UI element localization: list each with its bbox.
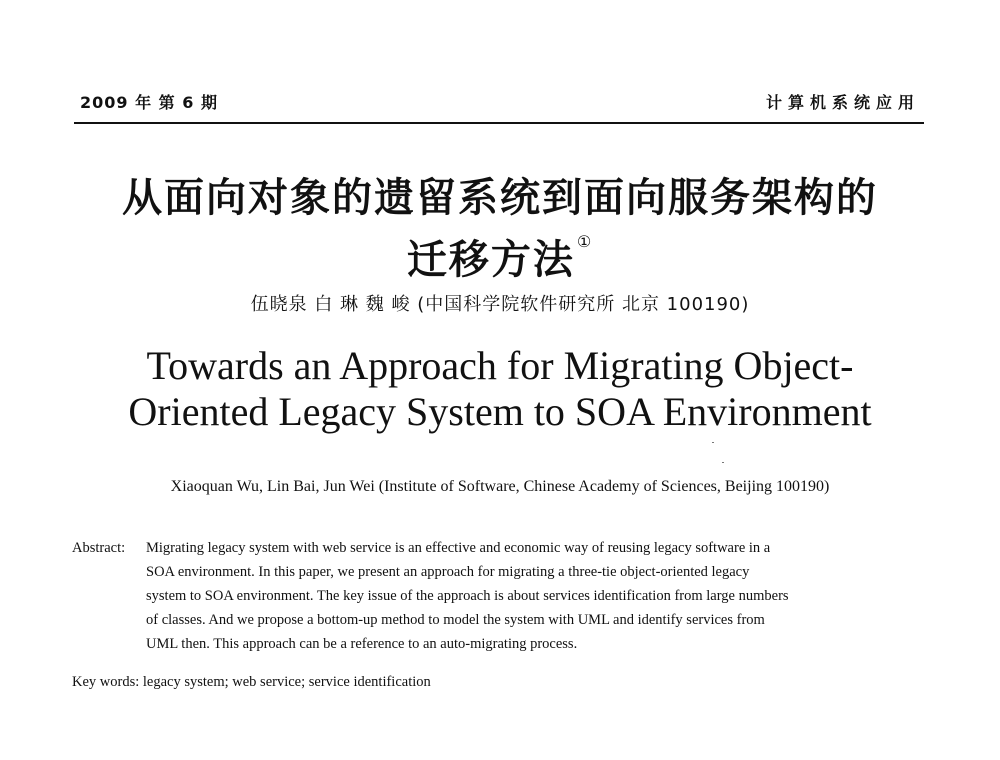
abstract-line: Migrating legacy system with web service is an effective and economic way of reusing legacy software in a bbox=[146, 540, 771, 556]
issue-info: 2009 年 第 6 期 bbox=[80, 93, 218, 112]
scan-speck bbox=[722, 462, 724, 463]
abstract-body bbox=[146, 536, 924, 656]
abstract-label: Abstract: bbox=[72, 540, 126, 556]
chinese-title-line-1-text: 从面向对象的遗留系统到面向服务架构的 bbox=[122, 175, 878, 221]
footnote-mark: ① bbox=[576, 232, 594, 251]
chinese-title-line-1 bbox=[0, 166, 1000, 223]
abstract-line: of classes. And we propose a bottom-up method to model the system with UML and identify services from bbox=[146, 612, 765, 628]
chinese-authors: 伍晓泉 白 琳 魏 峻 (中国科学院软件研究所 北京 100190) bbox=[250, 294, 750, 315]
page-header bbox=[74, 86, 924, 124]
english-title-line-2: Oriented Legacy System to SOA Environment bbox=[128, 389, 872, 434]
abstract-line: SOA environment. In this paper, we present an approach for migrating a three-tie object-oriented legacy bbox=[146, 564, 750, 580]
english-authors: Xiaoquan Wu, Lin Bai, Jun Wei (Institute of Software, Chinese Academy of Sciences, Beijing 100190) bbox=[170, 478, 830, 495]
journal-name: 计算机系统应用 bbox=[765, 93, 920, 112]
keywords: Key words: legacy system; web service; service identification bbox=[72, 674, 431, 690]
abstract bbox=[72, 536, 924, 656]
english-title-line-1: Towards an Approach for Migrating Object- bbox=[146, 343, 854, 388]
chinese-title-line-2 bbox=[0, 228, 1000, 285]
scan-speck bbox=[712, 442, 714, 443]
abstract-line: UML then. This approach can be a reference to an auto-migrating process. bbox=[146, 636, 578, 652]
chinese-title-line-2-text: 迁移方法 bbox=[406, 237, 575, 283]
abstract-line: system to SOA environment. The key issue of the approach is about services identification from large numbers bbox=[146, 588, 789, 604]
